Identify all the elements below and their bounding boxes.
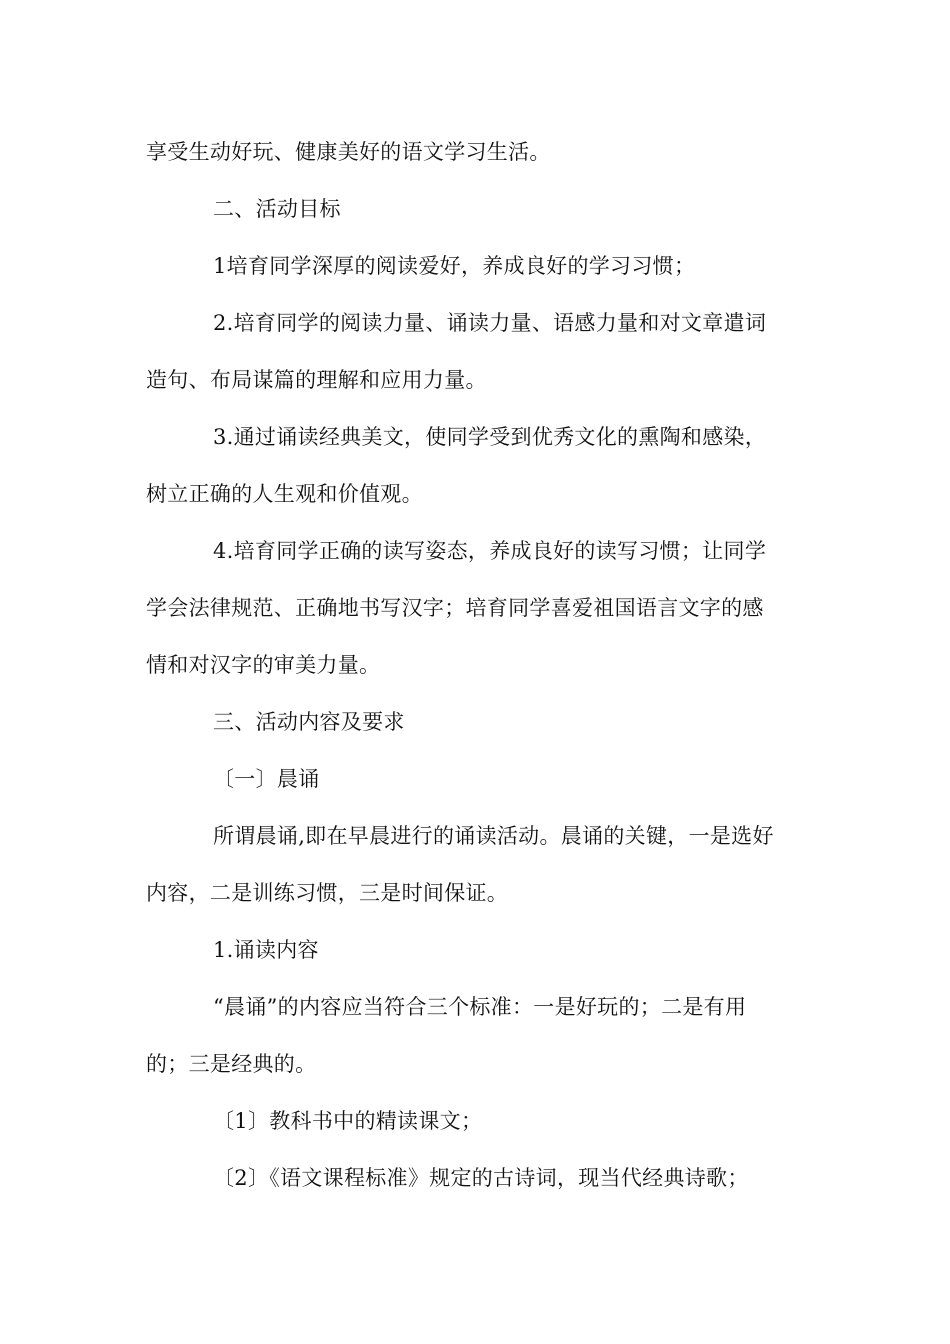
list-item: 3.通过诵读经典美文，使同学受到优秀文化的熏陶和感染， — [213, 425, 767, 449]
text-line: 造句、布局谋篇的理解和应用力量。 — [146, 368, 487, 392]
text-line: 内容，二是训练习惯，三是时间保证。 — [146, 881, 509, 905]
paragraph-line: 所谓晨诵,即在早晨进行的诵读活动。晨诵的关键，一是选好 — [213, 824, 774, 848]
section-heading: 二、活动目标 — [213, 197, 341, 221]
text-line: 享受生动好玩、健康美好的语文学习生活。 — [146, 140, 551, 164]
text-line: 情和对汉字的审美力量。 — [146, 653, 381, 677]
text-line: 树立正确的人生观和价值观。 — [146, 482, 423, 506]
list-item: 〔1〕教科书中的精读课文； — [213, 1109, 483, 1133]
text-line: 的；三是经典的。 — [146, 1052, 317, 1076]
section-heading: 三、活动内容及要求 — [213, 710, 405, 734]
list-item: 4.培育同学正确的读写姿态，养成良好的读写习惯；让同学 — [213, 539, 767, 563]
list-item: 〔2〕《语文课程标准》规定的古诗词，现当代经典诗歌； — [213, 1166, 749, 1190]
text-line: 学会法律规范、正确地书写汉字；培育同学喜爱祖国语言文字的感 — [146, 596, 764, 620]
subsection-heading: 〔一〕晨诵 — [213, 767, 320, 791]
list-item: 2.培育同学的阅读力量、诵读力量、语感力量和对文章遣词 — [213, 311, 767, 335]
list-item: 1培育同学深厚的阅读爱好，养成良好的学习习惯； — [213, 254, 696, 278]
paragraph-line: “晨诵”的内容应当符合三个标准：一是好玩的；二是有用 — [213, 995, 747, 1019]
subsection-heading: 1.诵读内容 — [213, 938, 319, 962]
